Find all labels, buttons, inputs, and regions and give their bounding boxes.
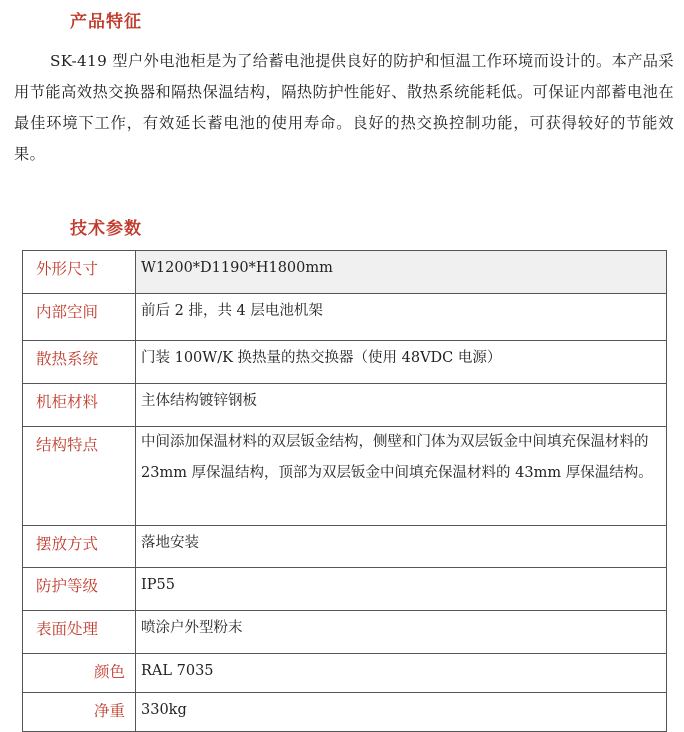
table-row (23, 654, 667, 693)
table-row (23, 384, 667, 427)
spec-label: 净重 (23, 693, 136, 732)
table-row (23, 341, 667, 384)
spec-value-text: 落地安装 (141, 535, 199, 551)
spec-value-text: IP55 (141, 577, 175, 593)
spec-value (136, 654, 667, 693)
table-row (23, 427, 667, 526)
spec-value (136, 427, 667, 526)
spec-label: 表面处理 (23, 611, 136, 654)
spec-value (136, 526, 667, 568)
spec-value-text: 前后 2 排，共 4 层电池机架 (141, 303, 323, 319)
table-row (23, 568, 667, 611)
spec-value (136, 568, 667, 611)
spec-value-text: RAL 7035 (141, 663, 214, 679)
spec-value (136, 693, 667, 732)
spec-value (136, 341, 667, 384)
spec-value-text: 门装 100W/K 换热量的热交换器（使用 48VDC 电源） (141, 350, 502, 366)
spec-value-text: 中间添加保温材料的双层钣金结构，侧壁和门体为双层钣金中间填充保温材料的 23mm 厚保温结构，顶部为双层钣金中间填充保温材料的 43mm 厚保温结构。 (141, 434, 653, 481)
spec-label: 防护等级 (23, 568, 136, 611)
spec-value-text: 喷涂户外型粉末 (141, 620, 243, 636)
table-row (23, 294, 667, 341)
spec-label: 结构特点 (23, 427, 136, 526)
table-row (23, 693, 667, 732)
table-row (23, 251, 667, 294)
spec-label: 内部空间 (23, 294, 136, 341)
spec-label: 机柜材料 (23, 384, 136, 427)
spec-table (22, 250, 667, 732)
section-title-features: 产品特征 (70, 12, 142, 32)
table-row (23, 526, 667, 568)
table-row (23, 611, 667, 654)
features-paragraph: SK-419 型户外电池柜是为了给蓄电池提供良好的防护和恒温工作环境而设计的。本产品采用节能高效热交换器和隔热保温结构，隔热防护性能好、散热系统能耗低。可保证内部蓄电池在最佳环境下工作，有效延长蓄电池的使用寿命。良好的热交换控制功能，可获得较好的节能效果。 (14, 52, 674, 163)
spec-label: 颜色 (23, 654, 136, 693)
spec-value-text: 330kg (141, 702, 187, 718)
section-title-specs: 技术参数 (70, 219, 142, 239)
spec-value-text: 主体结构镀锌钢板 (141, 393, 257, 409)
spec-label: 摆放方式 (23, 526, 136, 568)
spec-value (136, 251, 667, 294)
spec-label: 散热系统 (23, 341, 136, 384)
spec-label: 外形尺寸 (23, 251, 136, 294)
spec-value (136, 611, 667, 654)
spec-value-text: W1200*D1190*H1800mm (141, 260, 333, 276)
spec-value (136, 294, 667, 341)
spec-value (136, 384, 667, 427)
